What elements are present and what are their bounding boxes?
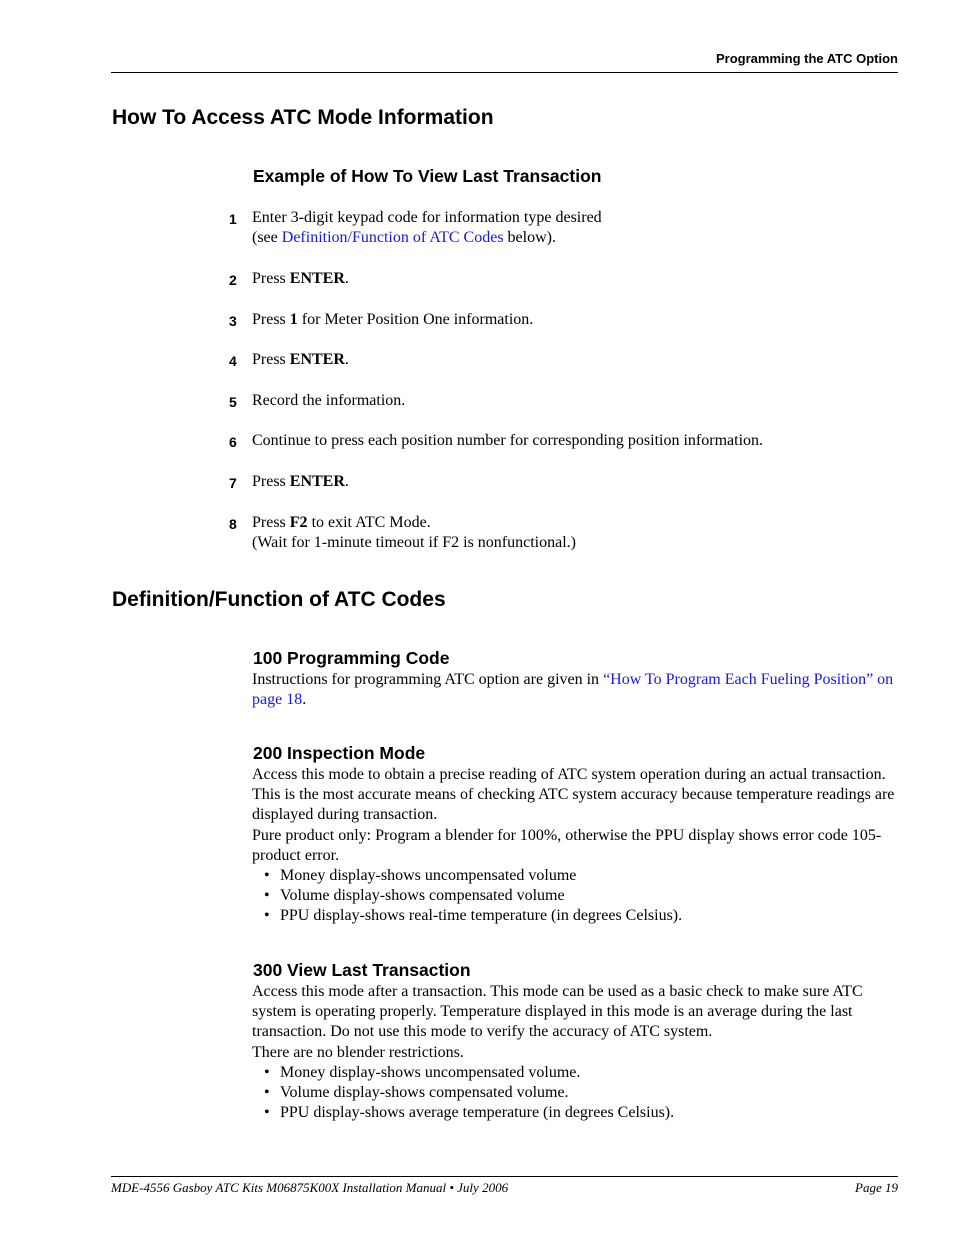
footer-document-id: MDE-4556 Gasboy ATC Kits M06875K00X Installation Manual • July 2006	[111, 1180, 509, 1195]
paragraph-fragment: .	[302, 691, 307, 709]
code-300-heading: 300 View Last Transaction	[253, 960, 471, 980]
step-number: 1	[229, 211, 237, 227]
code-100-heading: 100 Programming Code	[253, 648, 450, 668]
step-number: 5	[229, 394, 237, 410]
code-200-bullet-list	[264, 866, 682, 927]
step-line	[252, 513, 892, 533]
step-text	[252, 513, 892, 553]
step-text-fragment: for Meter Position One information.	[297, 311, 534, 328]
step-text-fragment: Press	[252, 473, 290, 490]
header-rule	[111, 72, 898, 73]
list-item-text: Volume display-shows compensated volume.	[280, 1084, 569, 1102]
step-number: 4	[229, 353, 237, 369]
list-item	[264, 1083, 674, 1103]
key-name: F2	[289, 514, 308, 531]
paragraph: Access this mode after a transaction. This mode can be used as a basic check to make sure ATC system is operating properly. Temperature displayed in this mode is an average during the last transaction. Do not use this mode to verify the accuracy of ATC system.	[252, 983, 863, 1041]
step-text	[252, 208, 892, 248]
bullet-icon: •	[264, 1064, 270, 1081]
definition-codes-link[interactable]: Definition/Function of ATC Codes	[281, 229, 504, 247]
step-text-fragment: Press	[252, 311, 290, 328]
paragraph-fragment: Instructions for programming ATC option are given in	[252, 671, 604, 688]
key-name: ENTER	[289, 351, 345, 368]
paragraph: Access this mode to obtain a precise reading of ATC system operation during an actual transaction. This is the most accurate means of checking ATC system accuracy because temperature readings are displayed during transaction.	[252, 766, 895, 824]
list-item-text: Volume display-shows compensated volume	[280, 887, 565, 905]
step-text	[252, 269, 892, 289]
code-200-heading: 200 Inspection Mode	[253, 743, 426, 763]
step-text	[252, 472, 892, 492]
code-300-body	[252, 982, 897, 1063]
key-name: 1	[289, 311, 298, 328]
step-text: Record the information.	[252, 392, 406, 409]
step-number: 6	[229, 434, 237, 450]
bullet-icon: •	[264, 1084, 270, 1102]
code-300-bullet-list	[264, 1063, 674, 1124]
list-item	[264, 906, 682, 926]
step-text-fragment: .	[344, 473, 349, 490]
step-text-fragment: (see	[252, 229, 282, 247]
section-heading-definitions: Definition/Function of ATC Codes	[112, 588, 446, 611]
footer-page-number: Page 19	[855, 1180, 898, 1195]
step-text	[252, 350, 892, 370]
bullet-icon: •	[264, 887, 270, 905]
key-name: ENTER	[289, 270, 345, 287]
section-heading-access: How To Access ATC Mode Information	[112, 106, 494, 129]
running-header: Programming the ATC Option	[716, 51, 898, 66]
bullet-icon: •	[264, 907, 270, 925]
step-number: 2	[229, 272, 237, 288]
step-number: 7	[229, 475, 237, 491]
subheading-example: Example of How To View Last Transaction	[253, 166, 602, 186]
bullet-icon: •	[264, 1104, 270, 1122]
step-line: (Wait for 1-minute timeout if F2 is nonfunctional.)	[252, 534, 576, 552]
step-line	[252, 228, 892, 248]
step-text: Continue to press each position number for corresponding position information.	[252, 432, 764, 449]
step-number: 8	[229, 516, 237, 532]
step-text-fragment: Press	[252, 351, 290, 368]
list-item	[264, 886, 682, 906]
step-text	[252, 310, 892, 330]
step-text-fragment: Press	[252, 514, 290, 531]
list-item-text: PPU display-shows real-time temperature (in degrees Celsius).	[280, 907, 683, 925]
list-item	[264, 866, 682, 886]
list-item-text: Money display-shows uncompensated volume.	[280, 1064, 581, 1081]
program-fueling-position-link[interactable]: “How To Program Each Fueling Position” on page 18	[252, 671, 894, 709]
footer-rule	[111, 1176, 898, 1177]
bullet-icon: •	[264, 867, 270, 884]
list-item-text: Money display-shows uncompensated volume	[280, 867, 577, 884]
step-text-fragment: to exit ATC Mode.	[307, 514, 431, 531]
list-item	[264, 1103, 674, 1123]
key-name: ENTER	[289, 473, 345, 490]
step-number: 3	[229, 313, 237, 329]
code-100-text	[252, 670, 897, 710]
step-text-fragment: .	[344, 270, 349, 287]
code-200-body	[252, 765, 897, 866]
step-text-fragment: .	[344, 351, 349, 368]
list-item-text: PPU display-shows average temperature (in degrees Celsius).	[280, 1104, 675, 1122]
step-line: Enter 3-digit keypad code for information type desired	[252, 209, 602, 226]
step-text-fragment: Press	[252, 270, 290, 287]
list-item	[264, 1063, 674, 1083]
paragraph: There are no blender restrictions.	[252, 1043, 464, 1061]
paragraph: Pure product only: Program a blender for 100%, otherwise the PPU display shows error code 105-product error.	[252, 826, 882, 864]
step-text-fragment: below).	[503, 229, 556, 247]
